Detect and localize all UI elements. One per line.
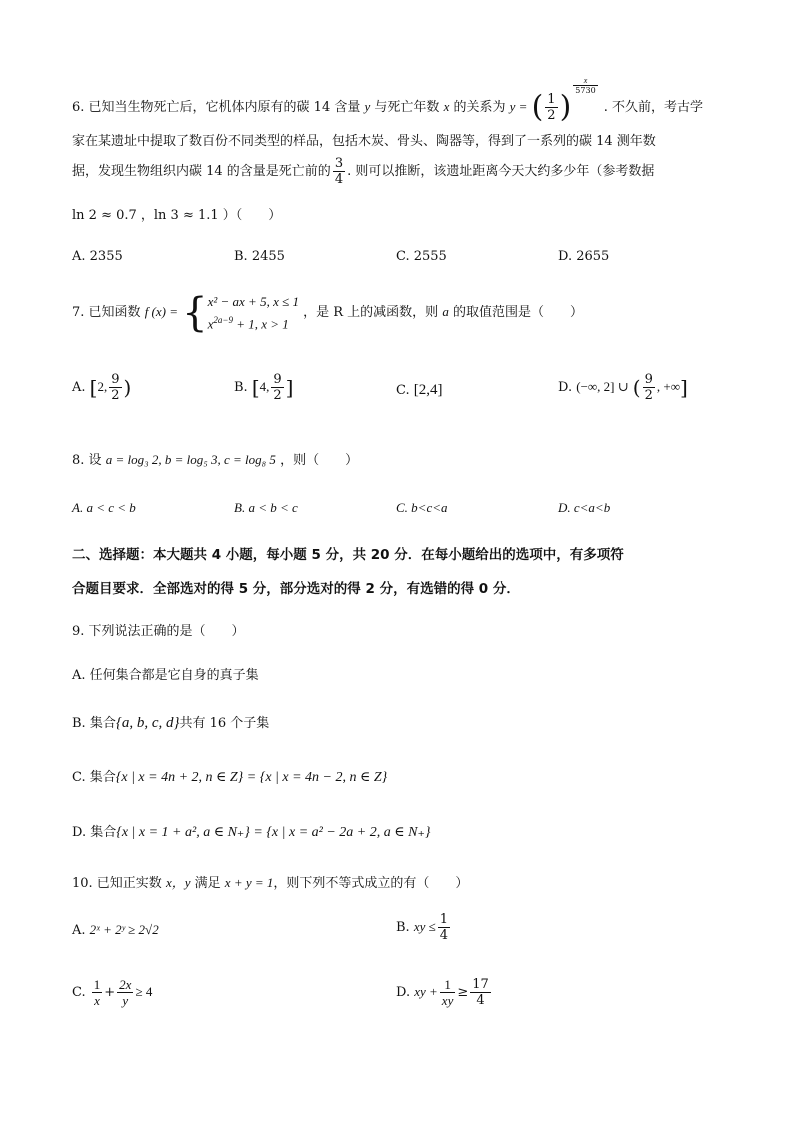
q7-stem: 7. 已知函数 f (x) = { x² − ax + 5, x ≤ 1 $x^{2a-9} + 1$, x > 1 ，是 R 上的减函数，则 a 的取值范围是（ ）: [72, 289, 583, 336]
q6-line-1: 6. 已知当生物死亡后，它机体内原有的碳 14 含量 y 与死亡年数 x 的关系为 y = ( $\frac{1}{2}$ ) $\frac{x}{5730}$ . 不久前，考古学: [72, 76, 704, 125]
q6-text: 与死亡年数: [374, 100, 440, 115]
q6-line-4: ln 2 ≈ 0.7 ，ln 3 ≈ 1.1 ）（ ）: [72, 208, 282, 223]
var-x: x: [443, 99, 450, 114]
q6-text: 的关系为: [453, 100, 506, 115]
log-definitions: a = log₃ 2, b = log₅ 3, c = log₈ 5: [105, 452, 276, 467]
q6-option-b[interactable]: B. 2455: [234, 249, 285, 264]
three-quarters-fraction: $\frac{3}{4}$: [334, 156, 344, 187]
q8-option-a[interactable]: A. a < c < b: [72, 500, 136, 515]
exponent-fraction: $\frac{x}{5730}$: [575, 76, 596, 95]
q9-option-c[interactable]: C. 集合{x | x = 4n + 2, n ∈ Z} = {x | x = 4n − 2, n ∈ Z}: [72, 770, 388, 785]
q7-option-c[interactable]: C. [2,4]: [396, 382, 443, 398]
q6-text: 据，发现生物组织内碳 14 的含量是死亡前的: [72, 164, 331, 179]
q9-stem: 9. 下列说法正确的是（ ）: [72, 624, 245, 639]
q6-line-3: [72, 156, 654, 187]
q6-text: 6. 已知当生物死亡后，它机体内原有的碳 14 含量: [72, 100, 361, 115]
q8-option-b[interactable]: B. a < b < c: [234, 500, 298, 515]
q10-option-b[interactable]: B. xy ≤ $\frac{1}{4}$: [396, 912, 449, 943]
q9-option-b[interactable]: B. 集合{a, b, c, d}共有 16 个子集: [72, 715, 270, 731]
case-1: x² − ax + 5, x ≤ 1: [207, 294, 299, 309]
vars-xy: x，y: [165, 875, 191, 890]
var-a: a: [442, 304, 449, 320]
q10-stem: 10. 已知正实数 x，y 满足 x + y = 1，则下列不等式成立的有（ ）: [72, 875, 469, 891]
q7-text: 的取值范围是（ ）: [452, 305, 583, 321]
q7-text: ，是 R 上的减函数，则: [303, 305, 439, 321]
function-f: f (x) =: [144, 304, 178, 320]
q7-option-b[interactable]: B. [4, $\frac{9}{2}$ ]: [234, 372, 294, 403]
section-2-heading-line-1: 二、选择题：本大题共 4 小题，每小题 5 分，共 20 分．在每小题给出的选项中，有多项符: [72, 547, 624, 563]
q9-option-a[interactable]: A. 任何集合都是它自身的真子集: [72, 668, 259, 683]
q8-option-c[interactable]: C. b<c<a: [396, 500, 448, 515]
q7-option-a[interactable]: A. [2, $\frac{9}{2}$ ): [72, 372, 132, 403]
q10-option-c[interactable]: C. $\frac{1}{x}$ + $\frac{2x}{y}$ ≥ 4: [72, 977, 153, 1008]
section-2-heading-line-2: 合题目要求．全部选对的得 5 分，部分选对的得 2 分，有选错的得 0 分．: [72, 581, 520, 597]
q7-text: 7. 已知函数: [72, 305, 141, 321]
q8-stem: 8. 设 a = log₃ 2, b = log₅ 3, c = log₈ 5 ，则（ ）: [72, 452, 359, 468]
q6-option-c[interactable]: C. 2555: [396, 249, 447, 264]
constraint: x + y = 1: [224, 875, 274, 890]
q10-option-d[interactable]: D. xy + $\frac{1}{xy}$ ≥ $\frac{17}{4}$: [396, 977, 489, 1008]
q8-option-d[interactable]: D. c<a<b: [558, 500, 611, 515]
case-2: $x^{2a-9} + 1$, x > 1: [207, 315, 289, 332]
piecewise-cases: [208, 292, 299, 333]
q6-text: . 不久前，考古学: [603, 100, 704, 115]
half-fraction: $\frac{1}{2}$: [547, 92, 556, 123]
q6-option-d[interactable]: D. 2655: [558, 249, 610, 264]
q6-option-a[interactable]: A. 2355: [72, 249, 123, 264]
formula-lhs: y =: [509, 99, 528, 114]
q9-option-d[interactable]: D. 集合{x | x = 1 + a², a ∈ N₊} = {x | x = a² − 2a + 2, a ∈ N₊}: [72, 825, 431, 840]
q6-text: . 则可以推断，该遗址距离今天大约多少年（参考数据: [347, 164, 655, 179]
q10-option-a[interactable]: A. 2ˣ + 2ʸ ≥ 2√2: [72, 922, 159, 938]
q6-line-2: 家在某遗址中提取了数百份不同类型的样品，包括木炭、骨头、陶器等，得到了一系列的碳 14 测年数: [72, 134, 656, 149]
var-y: y: [364, 99, 371, 114]
q7-option-d[interactable]: D. (−∞, 2] ∪ ( $\frac{9}{2}$ , +∞]: [558, 372, 688, 403]
